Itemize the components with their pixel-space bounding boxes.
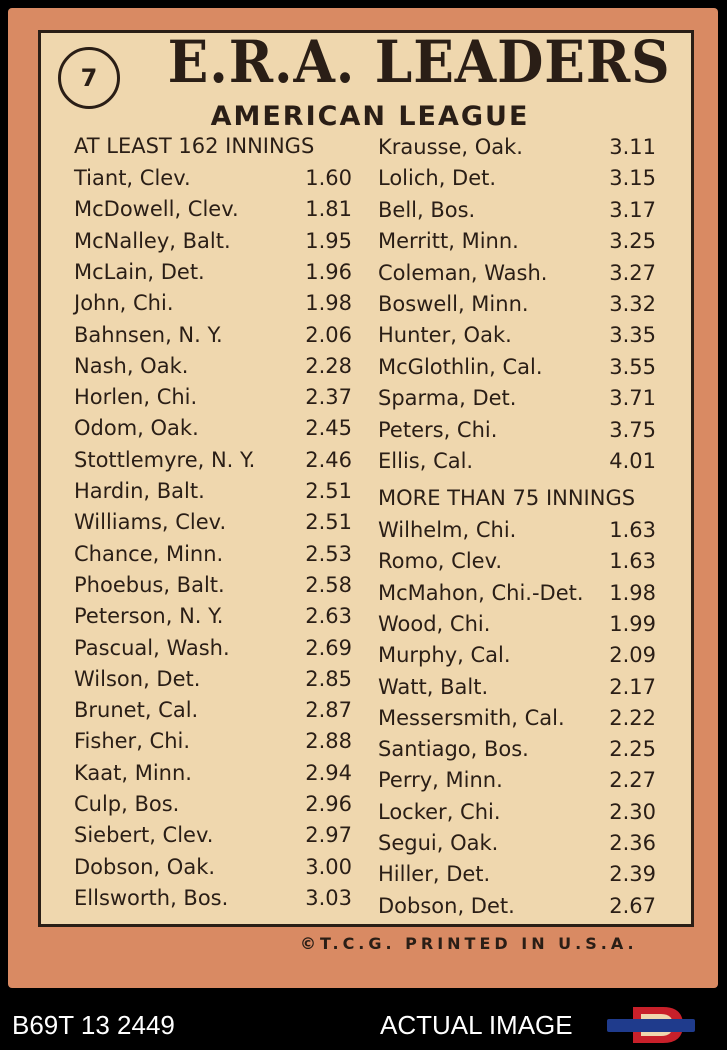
player-era: 1.81 <box>305 197 352 222</box>
player-era: 3.55 <box>609 354 656 379</box>
player-era: 2.46 <box>305 447 352 472</box>
player-era: 4.01 <box>609 449 656 473</box>
player-era: 2.97 <box>305 823 352 848</box>
player-row <box>74 351 352 381</box>
player-name: Murphy, Cal. <box>378 643 511 668</box>
player-name: Segui, Oak. <box>378 831 499 855</box>
player-era: 2.67 <box>609 893 656 918</box>
left-column-header: AT LEAST 162 INNINGS <box>74 134 315 158</box>
player-era: 2.94 <box>305 760 352 785</box>
player-era: 1.98 <box>305 291 352 316</box>
player-name: Hardin, Balt. <box>74 479 205 503</box>
player-row <box>378 163 656 193</box>
player-era: 2.63 <box>305 604 352 629</box>
player-row <box>378 446 656 476</box>
player-name: Brunet, Cal. <box>74 698 199 723</box>
player-row <box>378 132 656 162</box>
player-era: 2.39 <box>609 862 656 887</box>
player-name: Peterson, N. Y. <box>74 604 224 629</box>
player-row <box>74 539 352 569</box>
player-row <box>74 507 352 537</box>
player-row <box>74 288 352 318</box>
player-name: Messersmith, Cal. <box>378 705 565 730</box>
player-row <box>378 640 656 670</box>
player-row <box>378 703 656 733</box>
player-era: 1.60 <box>305 166 352 190</box>
player-era: 3.15 <box>609 166 656 191</box>
player-name: John, Chi. <box>74 291 174 316</box>
player-row <box>74 257 352 287</box>
player-name: Wilson, Det. <box>74 666 201 691</box>
player-row <box>74 194 352 224</box>
player-row <box>378 289 656 319</box>
player-era: 1.95 <box>305 228 352 253</box>
player-name: Stottlemyre, N. Y. <box>74 447 256 472</box>
player-name: Odom, Oak. <box>74 416 199 441</box>
player-row <box>74 852 352 882</box>
player-row <box>378 546 656 576</box>
player-name: Romo, Clev. <box>378 549 503 574</box>
player-era: 1.96 <box>305 259 352 284</box>
deans-cards-logo-icon <box>605 1005 697 1045</box>
player-name: Williams, Clev. <box>74 510 227 535</box>
right-column-header: MORE THAN 75 INNINGS <box>378 486 636 510</box>
player-row <box>378 195 656 225</box>
player-name: Perry, Minn. <box>378 768 503 793</box>
player-era: 2.53 <box>305 541 352 566</box>
player-era: 3.11 <box>609 135 656 159</box>
player-name: Dobson, Oak. <box>74 854 216 879</box>
player-name: McLain, Det. <box>74 259 205 284</box>
player-era: 2.51 <box>305 479 352 503</box>
player-row <box>74 883 352 913</box>
player-name: McMahon, Chi.-Det. <box>378 580 584 605</box>
player-row <box>74 413 352 443</box>
player-name: Coleman, Wash. <box>378 260 548 285</box>
player-era: 2.85 <box>305 666 352 691</box>
player-era: 2.27 <box>609 768 656 793</box>
player-row <box>378 226 656 256</box>
player-row <box>378 797 656 827</box>
player-name: Ellis, Cal. <box>378 449 474 473</box>
player-name: Phoebus, Balt. <box>74 572 225 597</box>
player-name: McDowell, Clev. <box>74 197 239 222</box>
player-row <box>74 382 352 412</box>
player-name: Tiant, Clev. <box>74 166 191 190</box>
player-name: Krausse, Oak. <box>378 135 523 159</box>
player-era: 2.37 <box>305 385 352 410</box>
player-era: 3.75 <box>609 417 656 442</box>
player-row <box>74 163 352 193</box>
player-name: Wood, Chi. <box>378 611 491 636</box>
player-row <box>74 633 352 663</box>
player-row <box>378 609 656 639</box>
player-row <box>74 758 352 788</box>
player-row <box>378 515 656 545</box>
player-era: 1.63 <box>609 549 656 574</box>
player-name: McGlothlin, Cal. <box>378 354 543 379</box>
player-name: Hiller, Det. <box>378 862 491 887</box>
player-row <box>378 828 656 858</box>
player-row <box>378 765 656 795</box>
player-era: 2.45 <box>305 416 352 441</box>
player-name: Watt, Balt. <box>378 674 489 699</box>
footer-actual-image: ACTUAL IMAGE <box>380 1010 573 1040</box>
player-era: 2.09 <box>609 643 656 668</box>
player-row <box>74 664 352 694</box>
player-name: Lolich, Det. <box>378 166 497 191</box>
card-number <box>58 47 120 109</box>
page-title: E.R.A. LEADERS <box>167 28 671 96</box>
player-name: Fisher, Chi. <box>74 729 191 754</box>
player-era: 2.51 <box>305 510 352 535</box>
player-row <box>378 734 656 764</box>
player-era: 3.32 <box>609 292 656 316</box>
player-name: Chance, Minn. <box>74 541 224 566</box>
footer-card-id: B69T 13 2449 <box>12 1010 175 1040</box>
player-row <box>378 320 656 350</box>
player-name: Pascual, Wash. <box>74 635 230 660</box>
player-name: Wilhelm, Chi. <box>378 518 517 542</box>
copyright-line: ©T.C.G. PRINTED IN U.S.A. <box>300 934 638 953</box>
player-name: Merritt, Minn. <box>378 229 519 254</box>
player-era: 2.96 <box>305 792 352 816</box>
player-row <box>74 820 352 850</box>
player-era: 3.35 <box>609 323 656 348</box>
player-name: Ellsworth, Bos. <box>74 885 229 910</box>
player-name: Horlen, Chi. <box>74 385 198 410</box>
player-era: 2.36 <box>609 831 656 855</box>
player-row <box>378 672 656 702</box>
player-row <box>74 601 352 631</box>
player-era: 2.25 <box>609 737 656 762</box>
player-name: Culp, Bos. <box>74 792 180 816</box>
player-era: 1.99 <box>609 611 656 636</box>
player-era: 3.00 <box>305 854 352 879</box>
player-era: 1.63 <box>609 518 656 542</box>
player-era: 3.25 <box>609 229 656 254</box>
player-row <box>74 726 352 756</box>
player-era: 2.87 <box>305 698 352 723</box>
player-name: Santiago, Bos. <box>378 737 529 762</box>
player-name: Nash, Oak. <box>74 353 189 378</box>
player-row <box>378 352 656 382</box>
player-name: Kaat, Minn. <box>74 760 192 785</box>
player-row <box>378 383 656 413</box>
player-name: Dobson, Det. <box>378 893 515 918</box>
player-era: 3.27 <box>609 260 656 285</box>
player-era: 2.30 <box>609 799 656 824</box>
player-name: Bell, Bos. <box>378 197 476 222</box>
player-row <box>74 445 352 475</box>
player-row <box>74 226 352 256</box>
player-era: 2.88 <box>305 729 352 754</box>
player-era: 2.06 <box>305 322 352 347</box>
player-era: 3.03 <box>305 885 352 910</box>
player-row <box>74 320 352 350</box>
player-name: Hunter, Oak. <box>378 323 512 348</box>
player-era: 3.71 <box>609 386 656 411</box>
player-era: 2.28 <box>305 353 352 378</box>
player-row <box>378 891 656 921</box>
player-name: Boswell, Minn. <box>378 292 529 316</box>
player-name: Sparma, Det. <box>378 386 517 411</box>
player-row <box>74 695 352 725</box>
player-row <box>378 258 656 288</box>
card-number-text: 7 <box>80 64 98 92</box>
player-row <box>74 789 352 819</box>
player-name: Bahnsen, N. Y. <box>74 322 223 347</box>
player-row <box>74 476 352 506</box>
player-name: McNalley, Balt. <box>74 228 231 253</box>
page-subtitle: AMERICAN LEAGUE <box>210 101 530 132</box>
player-era: 1.98 <box>609 580 656 605</box>
player-row <box>378 859 656 889</box>
player-era: 2.69 <box>305 635 352 660</box>
player-row <box>378 578 656 608</box>
player-name: Peters, Chi. <box>378 417 498 442</box>
deans-cards-logo <box>605 1005 697 1045</box>
player-era: 3.17 <box>609 197 656 222</box>
player-row <box>378 415 656 445</box>
player-era: 2.22 <box>609 705 656 730</box>
player-name: Locker, Chi. <box>378 799 501 824</box>
player-name: Siebert, Clev. <box>74 823 214 848</box>
player-row <box>74 570 352 600</box>
player-era: 2.58 <box>305 572 352 597</box>
player-era: 2.17 <box>609 674 656 699</box>
